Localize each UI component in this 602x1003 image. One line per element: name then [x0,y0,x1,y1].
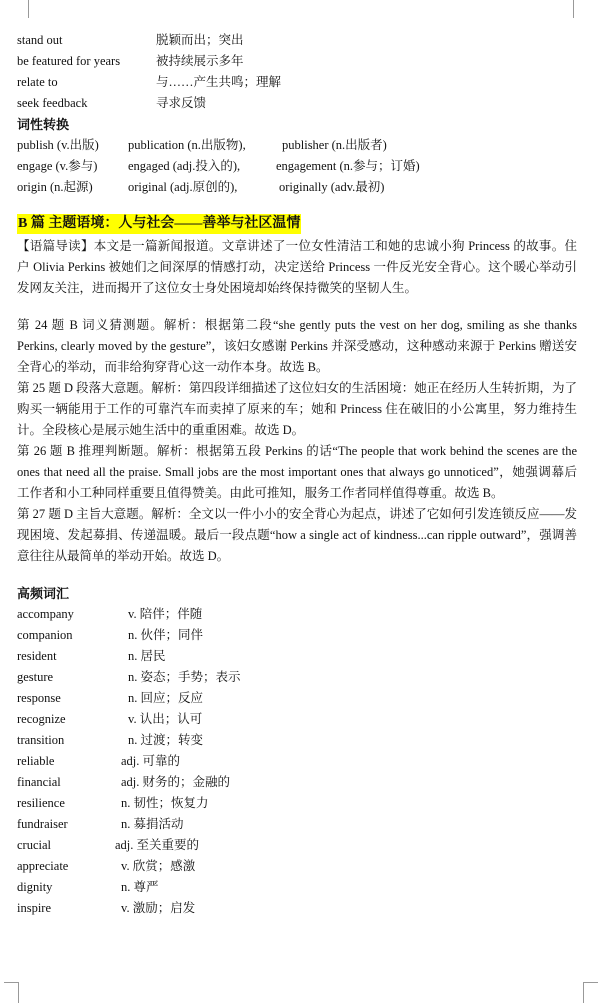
phrase-en: seek feedback [17,96,88,110]
crop-mark-bottom-left [4,982,19,1003]
vocab-row [17,730,577,751]
vocab-row [17,877,577,898]
vocab-word: resilience [17,796,65,810]
vocab-definition: n. 募捐活动 [121,817,184,831]
phrase-row [17,93,577,114]
vocab-definition: n. 过渡；转变 [128,733,204,747]
wordform-row [17,135,577,156]
wordform-row [17,177,577,198]
vocab-word: reliable [17,754,55,768]
vocab-definition: n. 伙伴；同伴 [128,628,204,642]
document-page [17,30,577,919]
vocab-word: transition [17,733,65,747]
vocab-word: companion [17,628,73,642]
wordform-base: origin (n.起源) [17,180,93,194]
wordform-base: publish (v.出版) [17,138,99,152]
vocab-row [17,793,577,814]
vocab-row [17,625,577,646]
vocab-word: recognize [17,712,66,726]
crop-mark-bottom-right [583,982,598,1003]
vocab-row [17,667,577,688]
question-analysis: 第 25 题 D 段落大意题。解析：第四段详细描述了这位妇女的生活困境：她正在经历人生转折期，为了购买一辆能用于工作的可靠汽车而卖掉了原来的车；她和 Princess 住在破旧的小公寓里，努力维持生计。全段核心是展示她生活中的重重困难。故选 D。 [17,381,577,437]
vocab-word: financial [17,775,61,789]
vocab-definition: adj. 可靠的 [121,754,181,768]
vocab-word: resident [17,649,57,663]
wordform-derived-2: originally (adv.最初) [279,180,385,194]
reading-guide: 【语篇导读】本文是一篇新闻报道。文章讲述了一位女性清洁工和她的忠诚小狗 Princess 的故事。住户 Olivia Perkins 被她们之间深厚的情感打动，决定送给 Princess 一件反光安全背心。这个暖心举动引发网友关注，进而揭开了这位女士身处困境却始终保持微笑的坚韧人生。 [17,239,577,295]
wordform-derived-2: publisher (n.出版者) [282,138,387,152]
vocab-definition: v. 认出；认可 [128,712,203,726]
vocab-word: accompany [17,607,74,621]
vocab-word: fundraiser [17,817,68,831]
section-b-heading [17,214,577,236]
vocab-heading: 高频词汇 [17,586,70,601]
vocab-row [17,709,577,730]
vocab-row [17,835,577,856]
wordform-row [17,156,577,177]
vocab-definition: n. 居民 [128,649,166,663]
vocab-definition: n. 尊严 [121,880,159,894]
question-analysis: 第 24 题 B 词义猜测题。解析：根据第二段“she gently puts the vest on her dog, smiling as she thanks Perkins, clearly moved by the gesture”，该妇女感谢 Perkins 并深受感动，这种感动来源于 Perkins 赠送安全背心的举动，而非给狗穿背心这一动作本身。故选 B。 [17,318,577,374]
vocab-row [17,604,577,625]
phrase-en: be featured for years [17,54,121,68]
vocab-row [17,751,577,772]
vocab-word: inspire [17,901,52,915]
vocab-row [17,646,577,667]
vocab-definition: v. 陪伴；伴随 [128,607,203,621]
vocab-definition: adj. 财务的；金融的 [121,775,231,789]
crop-mark-top-right [573,0,584,18]
vocab-row [17,898,577,919]
wordform-list [17,135,577,198]
vocab-word: appreciate [17,859,69,873]
phrase-list [17,30,577,114]
vocab-definition: n. 姿态；手势；表示 [128,670,241,684]
vocab-definition: n. 回应；反应 [128,691,204,705]
question-analysis: 第 27 题 D 主旨大意题。解析：全文以一件小小的安全背心为起点，讲述了它如何引发连锁反应——发现困境、发起募捐、传递温暖。最后一段点题“how a single act of kindness...can ripple outward”，强调善意往往从最简单的举动开始。故选 D。 [17,507,577,563]
wordform-heading: 词性转换 [17,117,70,132]
vocab-definition: adj. 至关重要的 [115,838,200,852]
section-b-title: B 篇 主题语境：人与社会——善举与社区温情 [17,214,301,234]
crop-mark-top-left [18,0,29,18]
vocab-definition: v. 激励；启发 [121,901,196,915]
wordform-derived-1: publication (n.出版物), [128,138,246,152]
phrase-zh: 被持续展示多年 [156,54,244,68]
wordform-derived-2: engagement (n.参与；订婚) [276,159,420,173]
vocab-row [17,688,577,709]
vocab-definition: v. 欣赏；感激 [121,859,196,873]
phrase-zh: 寻求反馈 [156,96,207,110]
question-analysis: 第 26 题 B 推理判断题。解析：根据第五段 Perkins 的话“The people that work behind the scenes are the ones that need all the praise. Small jobs are the most important ones that always go unnoticed”，她强调幕后工作者和小工种同样重要且值得赞美。由此可推知，服务工作者同样值得尊重。故选 B。 [17,444,577,500]
wordform-derived-1: original (adj.原创的), [128,180,238,194]
phrase-row [17,72,577,93]
vocab-definition: n. 韧性；恢复力 [121,796,209,810]
phrase-row [17,51,577,72]
vocab-row [17,772,577,793]
wordform-derived-1: engaged (adj.投入的), [128,159,241,173]
vocab-list [17,604,577,919]
vocab-word: dignity [17,880,53,894]
vocab-row [17,856,577,877]
vocab-word: response [17,691,61,705]
phrase-zh: 脱颖而出；突出 [156,33,244,47]
wordform-base: engage (v.参与) [17,159,98,173]
vocab-word: crucial [17,838,52,852]
phrase-en: stand out [17,33,63,47]
phrase-zh: 与……产生共鸣；理解 [156,75,282,89]
phrase-row [17,30,577,51]
vocab-word: gesture [17,670,54,684]
vocab-row [17,814,577,835]
phrase-en: relate to [17,75,58,89]
